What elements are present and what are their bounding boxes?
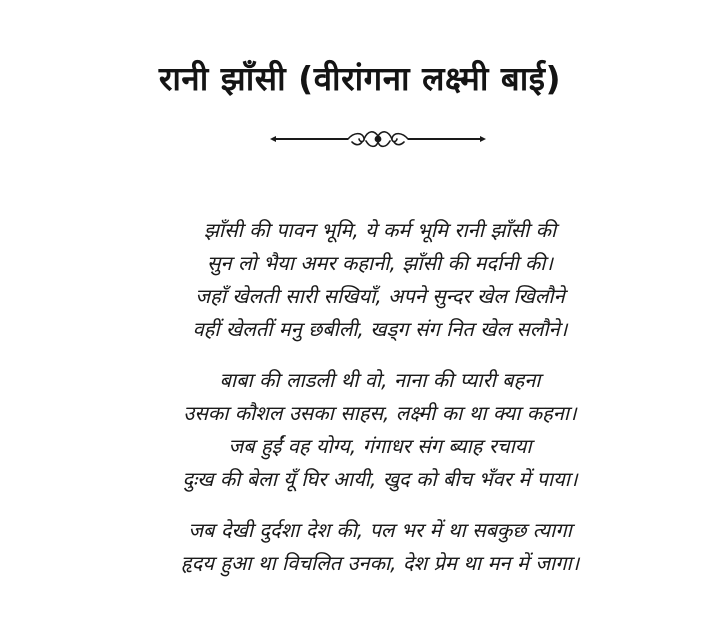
poem-line: बाबा की लाडली थी वो, नाना की प्यारी बहना bbox=[219, 368, 541, 392]
stanza-2 bbox=[80, 364, 680, 496]
poem-line: हृदय हुआ था विचलित उनका, देश प्रेम था मन में जागा। bbox=[180, 551, 580, 575]
poem-line: झाँसी की पावन भूमि, ये कर्म भूमि रानी झाँसी की bbox=[203, 218, 557, 242]
stanza-3 bbox=[80, 514, 680, 580]
poem-body bbox=[80, 214, 680, 598]
page-title: रानी झाँसी (वीरांगना लक्ष्मी बाई) bbox=[158, 59, 562, 98]
stanza-1 bbox=[80, 214, 680, 346]
poem-line: वहीं खेलतीं मनु छबीली, खड्ग संग नित खेल सलौने। bbox=[192, 317, 568, 341]
poem-line: जब देखी दुर्दशा देश की, पल भर में था सबकुछ त्यागा bbox=[188, 518, 572, 542]
poem-line: उसका कौशल उसका साहस, लक्ष्मी का था क्या कहना। bbox=[183, 401, 577, 425]
poem-line: जब हुईं वह योग्य, गंगाधर संग ब्याह रचाया bbox=[228, 434, 532, 458]
poem-line: दुःख की बेला यूँ घिर आयी, खुद को बीच भँवर में पाया। bbox=[182, 467, 578, 491]
scroll-flourish-divider-icon bbox=[268, 126, 488, 152]
poem-line: सुन लो भैया अमर कहानी, झाँसी की मर्दानी की। bbox=[207, 251, 553, 275]
poem-line: जहाँ खेलती सारी सखियाँ, अपने सुन्दर खेल खिलौने bbox=[195, 284, 565, 308]
